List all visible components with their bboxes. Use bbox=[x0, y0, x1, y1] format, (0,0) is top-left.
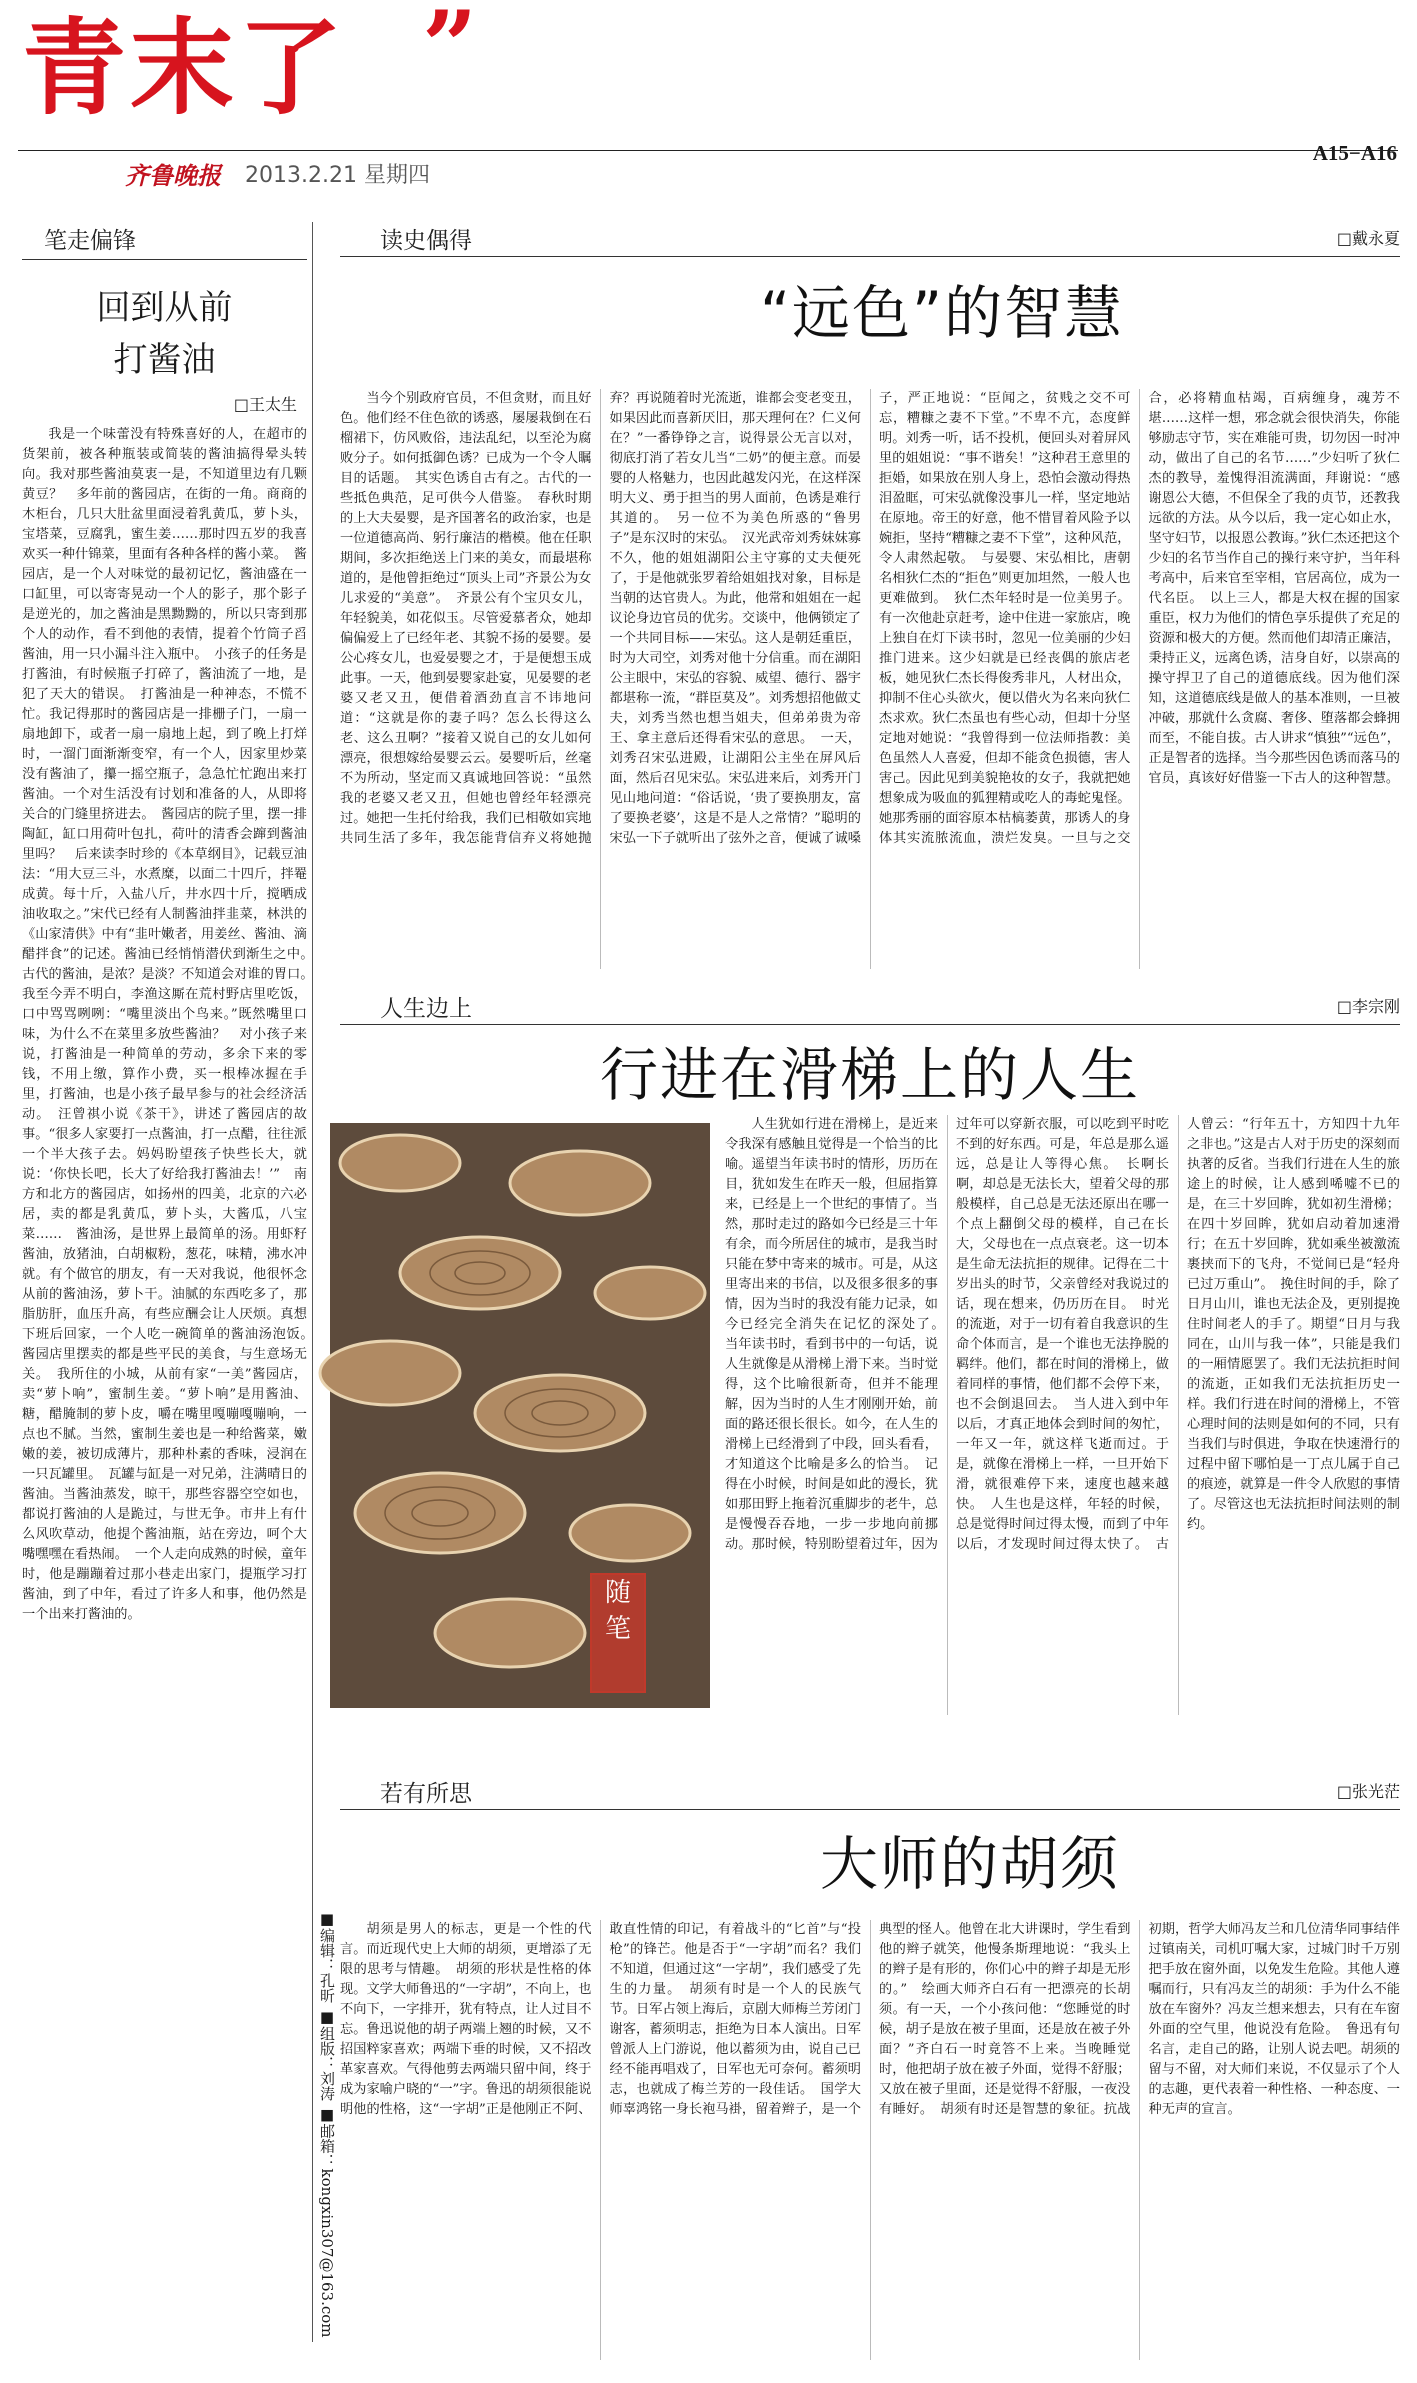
article-3-title: 大师的胡须 bbox=[820, 1830, 1121, 1898]
masthead bbox=[22, 0, 542, 129]
article-2-body: 人生犹如行进在滑梯上，是近来令我深有感触且觉得是一个恰当的比喻。遥望当年读书时的情形，历历在目，犹如发生在昨天一般，但屈指算来，已经是上一个世纪的事情了。当然，那时走过的路如今已经是三十年有余，而今所居住的城市，是我当时只能在梦中寄来的城市。可是，从这里寄出来的书信，以及很多很多的事情，因为当时的我没有能力记录，如今已经完全消失在记忆的深处了。 当年读书时，看到书中的一句话，说人生就像是从滑梯上滑下来。当时觉得，这个比喻很新奇，但并不能理解，因为当时的人生才刚刚开始，前面的路还很长很长。如今，在人生的滑梯上已经滑到了中段，回头看看，才知道这个比喻是多么的恰当。 记得在小时候，时间是如此的漫长，犹如那田野上拖着沉重脚步的老牛，总是慢慢吞吞地，一步一步地向前挪动。那时候，特别盼望着过年，因为过年可以穿新衣服，可以吃到平时吃不到的好东西。可是，年总是那么遥远，总是让人等得心焦。 长啊长啊，却总是无法长大，望着父母的那般模样，自己总是无法还原出在哪一个点上翻倒父母的模样，自己在长大，父母也在一点点衰老。这一切本是生命无法抗拒的规律。记得在二十岁出头的时节，父亲曾经对我说过的话，现在想来，仍历历在目。 时光的流逝，对于一切有着自我意识的生命个体而言，是一个谁也无法挣脱的羁绊。他们，都在时间的滑梯上，做着同样的事情，他们都不会停下来，也不会倒退回去。 当人进入到中年以后，才真正地体会到时间的匆忙，一年又一年，就这样飞逝而过。于是，就像在滑梯上一样，一旦开始下滑，就很难停下来，速度也越来越快。 人生也是这样，年轻的时候，总是觉得时间过得太慢，而到了中年以后，才发现时间过得太快了。 古人曾云：“行年五十，方知四十九年之非也。”这是古人对于历史的深刻而执著的反省。当我们行进在人生的旅途上的时候，让人感到唏嘘不已的是，在三十岁回眸，犹如初生滑梯；在四十岁回眸，犹如启动着加速滑行；在五十岁回眸，犹如乘坐被激流裹挟而下的飞舟，不觉间已是“轻舟已过万重山”。 挽住时间的手，除了日月山川，谁也无法企及，更别提挽住时间老人的手了。期望“日月与我同在，山川与我一体”，只能是我们的一厢情愿罢了。我们无法抗拒时间的流逝，正如我们无法抗拒历史一样。我们行进在时间的滑梯上，不管心理时间的法则是如何的不同，只有当我们与时俱进，争取在快速滑行的过程中留下哪怕是一丁点儿属于自己的痕迹，就算是一件令人欣慰的事情了。尽管这也无法抗拒时间法则的制约。 bbox=[725, 1117, 1400, 1552]
sidebar-section-head: 笔走偏锋 bbox=[44, 228, 136, 254]
article-1-body: 当今个别政府官员，不但贪财，而且好色。他们经不住色欲的诱惑，屡屡栽倒在石榴裙下，仿风败俗，违法乱纪，以至沦为腐败分子。如何抵御色诱？已成为一个令人瞩目的话题。 其实色诱自古有之。古代的一些抵色典范，足可供今人借鉴。 春秋时期的上大夫晏婴，是齐国著名的政治家，也是一位道德高尚、躬行廉洁的楷模。他在任职期间，多次拒绝送上门来的美女，而最堪称道的，是他曾拒绝过“顶头上司”齐景公为女儿求爱的“美意”。 齐景公有个宝贝女儿，年轻貌美，如花似玉。尽管爱慕者众，她却偏偏爱上了已经年老、其貌不扬的晏婴。晏公心疼女儿，也爱晏婴之才，于是便想玉成此事。一天，他到晏婴家赴宴，见晏婴的老婆又老又丑，便借着酒劲直言不讳地问道：“这就是你的妻子吗？怎么长得这么老、这么丑啊？”接着又说自己的女儿如何漂亮，很想嫁给晏婴云云。晏婴听后，丝毫不为所动，坚定而又真诚地回答说：“虽然我的老婆又老又丑，但她也曾经年轻漂亮过。她把一生托付给我，我们已相敬如宾地共同生活了多年，我怎能背信弃义将她抛弃？再说随着时光流逝，谁都会变老变丑，如果因此而喜新厌旧，那天理何在？仁义何在？”一番铮铮之言，说得景公无言以对，彻底打消了若女儿当“二奶”的便主意。而晏婴的人格魅力，也因此越发闪光，在这样深明大义、勇于担当的男人面前，色诱是难行其道的。 另一位不为美色所惑的“鲁男子”是东汉时的宋弘。 汉光武帝刘秀妹妹寡不久，他的姐姐湖阳公主守寡的丈夫便死了，于是他就张罗着给姐姐找对象，目标是当朝的达官贵人。为此，他常和姐姐在一起议论身边官员的优劣。交谈中，他俩锁定了一个共同目标——宋弘。这人是朝廷重臣，时为大司空，刘秀对他十分信重。而在湖阳公主眼中，宋弘的容貌、威望、德行、器宇都堪称一流，“群臣莫及”。刘秀想招他做丈夫，刘秀当然也想当姐夫，但弟弟贵为帝王、拿主意后还得看宋弘的意思。 一天，刘秀召宋弘进殿，让湖阳公主坐在屏风后面，然后召见宋弘。宋弘进来后，刘秀开门见山地问道：“俗话说，‘贵了要换朋友，富了要换老婆’，这是不是人之常情？”聪明的宋弘一下子就听出了弦外之音，便诚了诚嗓子，严正地说：“臣闻之，贫贱之交不可忘，糟糠之妻不下堂。”不卑不亢，态度鲜明。刘秀一听，话不投机，便回头对着屏风里的姐姐说：“事不谐矣！”这种君王意里的拒婚，如果放在别人身上，恐怕会激动得热泪盈眶，可宋弘就像没事儿一样，坚定地站在原地。帝王的好意，他不惜冒着风险予以婉拒，坚持“糟糠之妻不下堂”，这种风范，令人肃然起敬。 与晏婴、宋弘相比，唐朝名相狄仁杰的“拒色”则更加坦然，一般人也更难做到。 狄仁杰年轻时是一位美男子。有一次他赴京赶考，途中住进一家旅店，晚上独自在灯下读书时，忽见一位美丽的少妇推门进来。这少妇就是已经丧偶的旅店老板，她见狄仁杰长得俊秀非凡，人材出众，抑制不住心头欲火，便以借火为名来向狄仁杰求欢。狄仁杰虽也有些心动，但却十分坚定地对她说：“我曾得到一位法师指教：美色虽然人人喜爱，但却不能贪色损德，害人害己。因此见到美貌艳妆的女子，我就把她想象成为吸血的狐狸精或吃人的毒蛇鬼怪。她那秀丽的面容原本枯槁萎黄，那诱人的身体其实流脓流血，溃烂发臭。一旦与之交合，必将精血枯竭，百病缠身，魂芳不堪……这样一想，邪念就会很快消失，你能够励志守节，实在难能可贵，切勿因一时冲动，做出了自己的名节……”少妇听了狄仁杰的教导，羞愧得泪流满面，拜谢说：“感谢恩公大德，不但保全了我的贞节，还教我远欲的方法。从今以后，我一定心如止水，坚守妇节，以报恩公教诲。”狄仁杰还把这个少妇的名节当作自己的操行来守护，当年科考高中，后来官至宰相，官居高位，成为一代名臣。 以上三人，都是大权在握的国家重臣，权力为他们的情色享乐提供了充足的资源和极大的方便。然而他们却清正廉洁，秉持正义，远离色诱，洁身自好，以崇高的操守捍卫了自己的道德底线。因为他们深知，这道德底线是做人的基本准则，一旦被冲破，那就什么贪腐、奢侈、堕落都会蜂拥而至，不能自拔。古人讲求“慎独”“远色”，正是智者的选择。当今那些因色诱而落马的官员，真该好好借鉴一下古人的这种智慧。 bbox=[340, 391, 1400, 846]
article-1 bbox=[340, 222, 1400, 969]
article-2-section: 人生边上 bbox=[380, 996, 472, 1022]
article-1-byline: □戴永夏 bbox=[1336, 229, 1400, 248]
sidebar-divider bbox=[312, 222, 313, 2342]
article-3-section: 若有所思 bbox=[380, 1781, 472, 1807]
tree-stumps-photo bbox=[330, 1123, 710, 1708]
sidebar-column bbox=[22, 222, 321, 2342]
page-title: 青末了 bbox=[22, 7, 347, 129]
article-2-byline: □李宗刚 bbox=[1336, 997, 1400, 1016]
sidebar-byline: □王太生 bbox=[233, 395, 297, 414]
article-3-rule bbox=[340, 1809, 1400, 1810]
stumps-illustration bbox=[330, 1123, 710, 1708]
sidebar-body: 我是一个味蕾没有特殊喜好的人，在超市的货架前，被各种瓶装或简装的酱油搞得晕头转向。我对那些酱油莫衷一是，不知道里边有几颗黄豆？ 多年前的酱园店，在街的一角。商商的木柜台，几只大肚盆里面浸着乳黄瓜，萝卜头，宝塔菜，豆腐乳，蜜生姜……那时四五岁的我喜欢买一种什锦菜，里面有各种各样的酱小菜。 酱园店，是一个人对味觉的最初记忆，酱油盛在一口缸里，可以寄寄晃动一个人的影子，那个影子是逆光的，加之酱油是黑黝黝的，所以只寄到那个人的动作，看不到他的表情，提着个竹筒子舀酱油，用一只小漏斗注入瓶中。 小孩子的任务是打酱油，有时候瓶子打碎了，酱油流了一地，是犯了天大的错误。 打酱油是一种神态，不慌不忙。我记得那时的酱园店是一排栅子门，一扇一扇地卸下，或者一扇一扇地上起，到了晚上打烊时，一溜门面渐渐变窄，有一个人，因家里炒菜没有酱油了，攥一摇空瓶子，急急忙忙跑出来打酱油。一个对生活没有讨划和准备的人，从即将关合的门缝里挤进去。 酱园店的院子里，摆一排陶缸，缸口用荷叶包扎，荷叶的清香会蹿到酱油里吗？ 后来读李时珍的《本草纲目》，记载豆油法：“用大豆三斗，水煮糜，以面二十四斤，拌罨成黄。每十斤，入盐八斤，井水四十斤，搅晒成油收取之。”宋代已经有人制酱油拌韭菜，林洪的《山家清供》中有“韭叶嫩者，用姜丝、酱油、滴醋拌食”的记述。酱油已经悄悄潜伏到渐生之中。 古代的酱油，是浓？是淡？不知道会对谁的胃口。 我至今弄不明白，李渔这厮在荒村野店里吃饭，口中骂骂咧咧：“嘴里淡出个鸟来。”既然嘴里口味，为什么不在菜里多放些酱油？ 对小孩子来说，打酱油是一种简单的劳动，多余下来的零钱，不用上缴，算作小费，买一根棒冰握在手里，打酱油，也是小孩子最早参与的社会经济活动。 汪曾祺小说《茶干》，讲述了酱园店的故事。“很多人家要打一点酱油，打一点醋，往往派一个半大孩子去。妈妈盼望孩子快些长大，就说：‘你快长吧，长大了好给我打酱油去！’” 南方和北方的酱园店，如扬州的四美，北京的六必居，卖的都是乳黄瓜，萝卜头，大酱瓜，八宝菜…… 酱油汤，是世界上最简单的汤。用虾籽酱油，放猪油，白胡椒粉，葱花，味精，沸水冲就。有个做官的朋友，有一天对我说，他很怀念从前的酱油汤，萝卜干。油腻的东西吃多了，那脂肪肝，血压升高，有些应酬会让人厌烦。真想下班后回家，一个人吃一碗简单的酱油汤泡饭。 酱园店里摆卖的都是些平民的美食，与生意场无关。 我所住的小城，从前有家“一美”酱园店，卖“萝卜响”，蜜制生姜。“萝卜响”是用酱油、糖，醋腌制的萝卜皮，嚼在嘴里嘎嘣嘎嘣响，一点也不腻。当然，蜜制生姜也是一种给酱菜，嫩嫩的姜，被切成薄片，那种朴素的香味，浸润在一只瓦罐里。 瓦罐与缸是一对兄弟，注满晴日的酱油。当酱油蒸发，晾干，那些容器空空如也，都说打酱油的人是跪过，与世无争。市井上有什么风吹草动，他提个酱油瓶，站在旁边，呵个大嘴嘿嘿在看热闹。 一个人走向成熟的时候，童年时，他是蹦蹦着过那小巷走出家门，提瓶学习打酱油，到了中年，看过了许多人和事，他仍然是一个出来打酱油的。 bbox=[22, 427, 321, 1622]
editor-credit: ■编辑：孔昕 ■组版：刘涛 ■邮箱：kongxin307@163.com bbox=[318, 1910, 336, 2338]
article-2-rule bbox=[340, 1024, 1400, 1025]
article-3 bbox=[340, 1775, 1400, 2360]
article-3-body: 胡须是男人的标志，更是一个性的代言。而近现代史上大师的胡须，更增添了无限的思考与情趣。 胡须的形状是性格的体现。文学大师鲁迅的“一字胡”，不向上，也不向下，一字排开，犹有特点，让人过目不忘。鲁迅说他的胡子两端上翘的时候，又不招国粹家喜欢；两端下垂的时候，又不招改革家喜欢。气得他剪去两端只留中间，终于成为家喻户晓的“一”字。鲁迅的胡须很能说明他的性格，这“一字胡”正是他刚正不阿、敢直性情的印记，有着战斗的“匕首”与“投枪”的锋芒。他是否于“一字胡”而名？我们不知道，但通过这“一字胡”，我们感受了先生的力量。 胡须有时是一个人的民族气节。日军占领上海后，京剧大师梅兰芳闭门谢客，蓄须明志，拒绝为日本人演出。日军曾派人上门游说，他以蓄须为由，说自己已经不能再唱戏了，日军也无可奈何。蓄须明志，也就成了梅兰芳的一段佳话。 国学大师辜鸿铭一身长袍马褂，留着辫子，是一个典型的怪人。他曾在北大讲课时，学生看到他的辫子就笑，他慢条斯理地说：“我头上的辫子是有形的，你们心中的辫子却是无形的。” 绘画大师齐白石有一把漂亮的长胡须。有一天，一个小孩问他：“您睡觉的时候，胡子是放在被子里面，还是放在被子外面？”齐白石一时竟答不上来。当晚睡觉时，他把胡子放在被子外面，觉得不舒服；又放在被子里面，还是觉得不舒服，一夜没有睡好。 胡须有时还是智慧的象征。抗战初期，哲学大师冯友兰和几位清华同事结伴过镇南关，司机叮嘱大家，过城门时千万别把手放在窗外面，以免发生危险。其他人遵嘱而行，只有冯友兰的胡须：手为什么不能放在车窗外？冯友兰想来想去，只有在车窗外面的空气里，他说没有危险。 鲁迅有句名言，走自己的路，让别人说去吧。胡须的留与不留，对大师们来说，不仅显示了个人的志趣，更代表着一种性格、一种态度、一种无声的宣言。 bbox=[340, 1922, 1400, 2117]
sidebar-rule bbox=[22, 259, 307, 260]
paper-name: 齐鲁晚报 bbox=[125, 161, 221, 190]
article-1-rule bbox=[340, 256, 1400, 257]
issue-date: 2013.2.21 星期四 bbox=[245, 163, 430, 188]
sidebar-title: 回到从前 打酱油 bbox=[96, 288, 233, 380]
header-rule bbox=[18, 150, 1398, 151]
title-quote-mark: ” bbox=[422, 0, 478, 103]
article-2-title: 行进在滑梯上的人生 bbox=[600, 1041, 1141, 1109]
seal-stamp: 随 笔 bbox=[590, 1573, 646, 1693]
page-range: A15−A16 bbox=[1312, 141, 1397, 165]
article-1-title: “远色”的智慧 bbox=[760, 279, 1125, 347]
article-1-section: 读史偶得 bbox=[380, 228, 472, 254]
article-2 bbox=[340, 990, 1400, 1125]
article-3-byline: □张光茫 bbox=[1336, 1782, 1400, 1801]
